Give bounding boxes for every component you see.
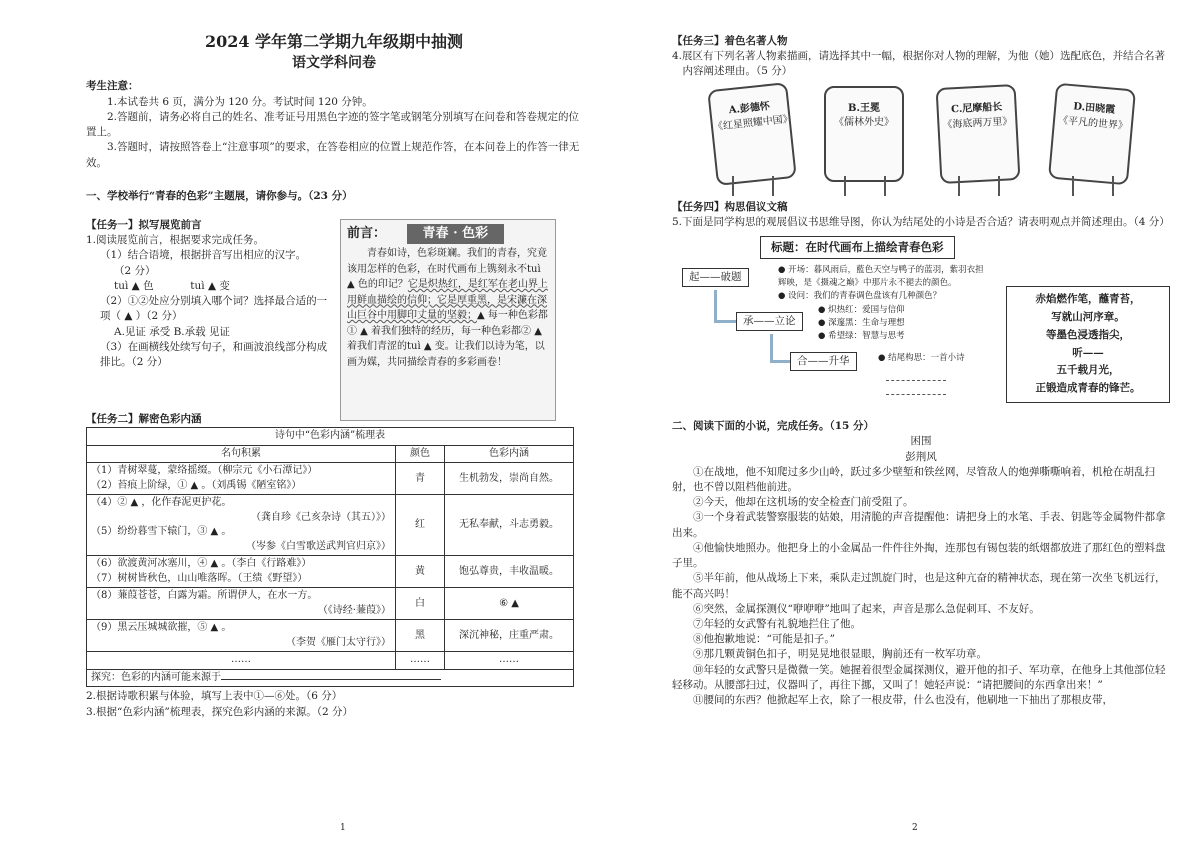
table-cell-color: …… xyxy=(396,652,445,670)
novel-paragraph: ⑪腰间的东西？他掀起军上衣，除了一根皮带，什么也没有，他刷地一下抽出了那根皮带， xyxy=(693,694,1113,707)
mind-map-title: 标题：在时代画布上描绘青春色彩 xyxy=(760,236,955,259)
foreword-box xyxy=(340,219,556,421)
col-head-meaning: 色彩内涵 xyxy=(445,445,574,463)
portrait-easels xyxy=(672,86,1170,196)
novel-paragraph: ⑤半年前，他从战场上下来，乘队走过凯旋门时，也是这种亢奋的精神状态，现在第一次坐飞机远行，能不高兴吗！ xyxy=(672,572,1166,600)
novel-paragraph: ④他愉快地照办。他把身上的小金属品一件件往外掏，连那包有锡包装的纸烟都放进了那红色的塑料盘子里。 xyxy=(672,541,1166,570)
table-row xyxy=(87,588,574,620)
table-cell-meaning: 生机勃发，崇尚自然。 xyxy=(445,463,574,495)
easel-leg xyxy=(844,176,846,196)
portrait-name: B.王冕 xyxy=(848,102,880,114)
foreword-label: 前言： xyxy=(347,226,387,241)
easel-leg xyxy=(1112,176,1114,196)
table-cell-line: …… xyxy=(87,652,396,670)
q3: 3.根据“色彩内涵”梳理表，探究色彩内涵的来源。（2 分） xyxy=(86,705,354,718)
easel-leg xyxy=(998,176,1000,196)
easel-leg xyxy=(772,176,774,196)
task-3-heading: 【任务三】着色名著人物 xyxy=(672,35,788,47)
table-cell-color: 黑 xyxy=(396,620,445,652)
novel-paragraph: ①在战地，他不知爬过多少山岭，跃过多少壁堑和铁丝网，尽管敌人的炮弹嘶嘶响着，机枪在胡乱扫射，也不曾以阻档他前进。 xyxy=(672,465,1155,493)
q1-1: （1）结合语境，根据拼音写出相应的汉字。 xyxy=(100,249,307,262)
q2: 2.根据诗歌积累与体验，填写上表中①—⑥处。（6 分） xyxy=(86,690,343,703)
foreword-text xyxy=(347,246,549,370)
table-row xyxy=(87,652,574,670)
q1-2: （2）①②处应分别填入哪个词？选择最合适的一项（ ▲ ）（2 分） xyxy=(100,295,328,323)
color-meaning-table xyxy=(86,427,574,687)
novel-author: 彭荆风 xyxy=(905,450,937,463)
mind-map-qi: 起——破题 xyxy=(682,268,749,287)
poem-line: 五千载月光， xyxy=(1056,364,1120,377)
page-number: 1 xyxy=(340,822,346,833)
table-cell-meaning: 饱弘尊贵，丰收温暖。 xyxy=(445,556,574,588)
poem-line: 等墨色浸透指尖， xyxy=(1046,328,1130,341)
foreword-text-1: 青春如诗，色彩斑斓。我们的青春，究竟该用怎样的色彩，在时代画布上镌刻永不tuì ▲ 色的印记？ xyxy=(347,248,547,291)
foreword-text-2: ▲ 每一种色彩都① ▲ 着我们独特的经历，每一种色彩都② ▲ 着我们青涩的tuì ▲ 变。让我们以诗为笔，以画为媒，共同描绘青春的多彩画卷！ xyxy=(347,310,548,368)
portrait-book: 《平凡的世界》 xyxy=(1057,114,1129,132)
portrait-book: 《儒林外史》 xyxy=(834,117,894,129)
q1-2-options: A.见证 承受 B.承载 见证 xyxy=(114,325,230,338)
table-row xyxy=(87,495,574,556)
portrait-frame-a xyxy=(707,82,797,186)
easel-leg xyxy=(1072,176,1074,196)
mind-map-note: ● 希望绿：智慧与思考 xyxy=(818,330,905,341)
page-right xyxy=(600,0,1200,849)
q1-1-score: （2 分） xyxy=(114,264,156,277)
portrait-name: C.尼摩船长 xyxy=(950,101,1003,116)
table-cell-color: 青 xyxy=(396,463,445,495)
table-cell-line: （岑参《白雪歌送武判官归京》） xyxy=(246,540,391,552)
novel-paragraph: ⑥突然，金属探测仪“咿咿咿”地叫了起来，声音是那么急促刺耳、不友好。 xyxy=(693,602,1040,615)
mind-map-note: ● 炽热红：爱国与信仰 xyxy=(818,305,905,316)
mind-map xyxy=(672,234,1170,409)
table-cell-line: （8）蒹葭苍苍，白露为霜。所谓伊人，在水一方。 xyxy=(91,590,318,602)
page-number: 2 xyxy=(912,822,918,833)
q1-1-pinyin xyxy=(86,279,336,294)
q5: 5.下面是同学构思的观展倡议书思维导图，你认为结尾处的小诗是否合适？请表明观点并简述理由。（4 分） xyxy=(672,215,1170,228)
portrait-book: 《红星照耀中国》 xyxy=(712,112,794,133)
table-cell-line: （7）树树皆秋色，山山唯落晖。（王绩《野望》） xyxy=(91,572,308,584)
portrait-frame-b xyxy=(824,86,904,182)
section-1-heading: 一、学校举行“青春的色彩”主题展，请你参与。（23 分） xyxy=(86,189,353,202)
explore-row xyxy=(87,669,574,687)
table-cell-line: （4）② ▲ ，化作春泥更护花。 xyxy=(91,497,232,509)
portrait-frame-c xyxy=(936,84,1021,184)
mind-map-he-note: ● 结尾构思：一首小诗 xyxy=(878,353,965,364)
q1-stem: 1.阅读展览前言，根据要求完成任务。 xyxy=(86,234,265,247)
table-cell-meaning: 深沉神秘，庄重严肃。 xyxy=(445,620,574,652)
novel-paragraph: ⑦年轻的女武警有礼貌地拦住了他。 xyxy=(693,617,861,630)
table-row xyxy=(87,556,574,588)
table-cell-meaning: ⑥ ▲ xyxy=(445,588,574,620)
task-1-heading: 【任务一】拟写展览前言 xyxy=(86,219,202,232)
explore-label: 探究：色彩的内涵可能来源于 xyxy=(91,671,221,683)
q4: 4.展区有下列名著人物素描画，请选择其中一幅，根据你对人物的理解，为他（她）选配底色，并结合名著内容阐述理由。（5 分） xyxy=(672,50,1166,78)
table-row xyxy=(87,463,574,495)
mind-map-note: 辉映，是《摄魂之巅》中那片永不褪去的颜色。 xyxy=(778,277,957,288)
notice-item: 1.本试卷共 6 页，满分为 120 分。考试时间 120 分钟。 xyxy=(107,95,373,108)
task-2-heading: 【任务二】解密色彩内涵 xyxy=(86,413,202,426)
pinyin-blank-1: tuì ▲ 色 xyxy=(114,279,154,292)
pinyin-blank-2: tuì ▲ 变 xyxy=(190,279,230,292)
novel-paragraph: ⑧他抱歉地说：“可能是扣子。” xyxy=(693,633,835,646)
notice-list xyxy=(86,95,582,171)
notice-item: 3.答题时，请按照答卷上“注意事项”的要求，在答卷相应的位置上规范作答，在本问卷上的作答一律无效。 xyxy=(86,141,580,169)
q1-3: （3）在画横线处续写句子，和画波浪线部分构成排比。（2 分） xyxy=(100,340,328,368)
easel-leg xyxy=(958,176,960,196)
mind-map-qi-notes xyxy=(778,264,984,302)
table-cell-line: （2）苔痕上阶绿，① ▲ 。（刘禹锡《陋室铭》） xyxy=(91,479,302,491)
foreword-title-banner: 青春 · 色彩 xyxy=(407,224,505,244)
novel-text xyxy=(672,465,1170,709)
col-head-lines: 名句积累 xyxy=(87,445,396,463)
portrait-name: D.田晓霞 xyxy=(1072,100,1116,116)
poem-line: 赤焰燃作笔，蘸青苔， xyxy=(1035,293,1141,306)
table-cell-line: （1）青树翠蔓，蒙络摇缀。（柳宗元《小石潭记》） xyxy=(91,465,318,477)
task-4-heading: 【任务四】构思倡议文稿 xyxy=(672,200,788,213)
table-title: 诗句中“色彩内涵”梳理表 xyxy=(87,428,574,446)
table-cell-line: （《诗经·蒹葭》） xyxy=(317,604,391,616)
table-cell-line: （龚自珍《己亥杂诗（其五）》） xyxy=(251,511,391,523)
mind-map-note: ● 开场：暮风雨后，藍色天空与鸭子的蓝羽，紫羽衣担 xyxy=(778,265,984,276)
foreword-wavy-text: 它是炽热红，是红军在老山界上用鲜血描绘的信仰；它是厚重黑，是宋濂在深山巨谷中用脚印丈量的坚毅； xyxy=(347,279,548,322)
easel-leg xyxy=(732,176,734,196)
table-cell-line: （5）纷纷暮雪下辕门，③ ▲ 。 xyxy=(91,526,232,538)
mind-map-poem xyxy=(1006,286,1170,403)
easel-leg xyxy=(884,176,886,196)
exam-title: 2024 学年第二学期九年级期中抽测 xyxy=(204,32,464,51)
poem-line: 写就山河序章。 xyxy=(1051,310,1125,323)
table-cell-color: 黄 xyxy=(396,556,445,588)
notice-item: 2.答题前，请务必将自己的姓名、准考证号用黑色字迹的签字笔或钢笔分别填写在问卷和答卷规定的位置上。 xyxy=(86,110,580,139)
section-2-heading: 二、阅读下面的小说，完成任务。（15 分） xyxy=(672,420,875,433)
table-cell-color: 白 xyxy=(396,588,445,620)
notice-heading: 考生注意： xyxy=(86,80,139,93)
exam-subtitle: 语文学科问卷 xyxy=(292,55,376,72)
col-head-color: 颜色 xyxy=(396,445,445,463)
mind-map-note: ● 深邃黑：生命与理想 xyxy=(818,317,905,328)
foreword-heading xyxy=(347,224,549,244)
table-cell-line: （6）欲渡黄河冰塞川，④ ▲ 。（李白《行路难》） xyxy=(91,558,312,570)
poem-line: 正锻造成青春的锋芒。 xyxy=(1035,382,1141,395)
portrait-frame-d xyxy=(1048,82,1136,185)
portrait-book: 《海底两万里》 xyxy=(942,115,1013,130)
table-cell-color: 红 xyxy=(396,495,445,556)
mind-map-cheng-notes xyxy=(818,304,905,342)
table-cell-line: （9）黑云压城城欲摧，⑤ ▲ 。 xyxy=(91,622,232,634)
novel-paragraph: ⑨那几颗黄铜色扣子，明晃晃地很显眼，胸前还有一枚军功章。 xyxy=(693,648,987,661)
mind-map-note: ● 设问：我们的青春调色盘该有几种颜色？ xyxy=(778,290,942,301)
portrait-name: A.彭德怀 xyxy=(728,100,771,116)
task-1-block xyxy=(86,218,336,370)
table-cell-line: （李贺《雁门太守行》） xyxy=(286,636,391,648)
novel-paragraph: ⑩年轻的女武警只是微微一笑。她握着很型金属探测仪，避开他的扣子、军功章，在他身上其他部位轻轻移动。从腰部扫过，仪器叫了，再往下挪，又叫了！她轻声说：“请把腰间的东西拿出来！” xyxy=(672,663,1166,691)
novel-paragraph: ②今天，他却在这机场的安全检查门前受阻了。 xyxy=(693,496,914,509)
table-cell-meaning: …… xyxy=(445,652,574,670)
mind-map-cheng: 承——立论 xyxy=(736,312,803,331)
table-row xyxy=(87,620,574,652)
novel-paragraph: ③一个身着武装警察服装的姑娘，用清脆的声音提醒他：请把身上的水笔、手表、钥匙等金属物件都拿出来。 xyxy=(672,511,1166,539)
mind-map-he: 合——升华 xyxy=(790,352,857,371)
novel-title: 困围 xyxy=(910,435,932,448)
poem-line: 听—— xyxy=(1072,346,1104,359)
table-cell-meaning: 无私奉献，斗志勇毅。 xyxy=(445,495,574,556)
